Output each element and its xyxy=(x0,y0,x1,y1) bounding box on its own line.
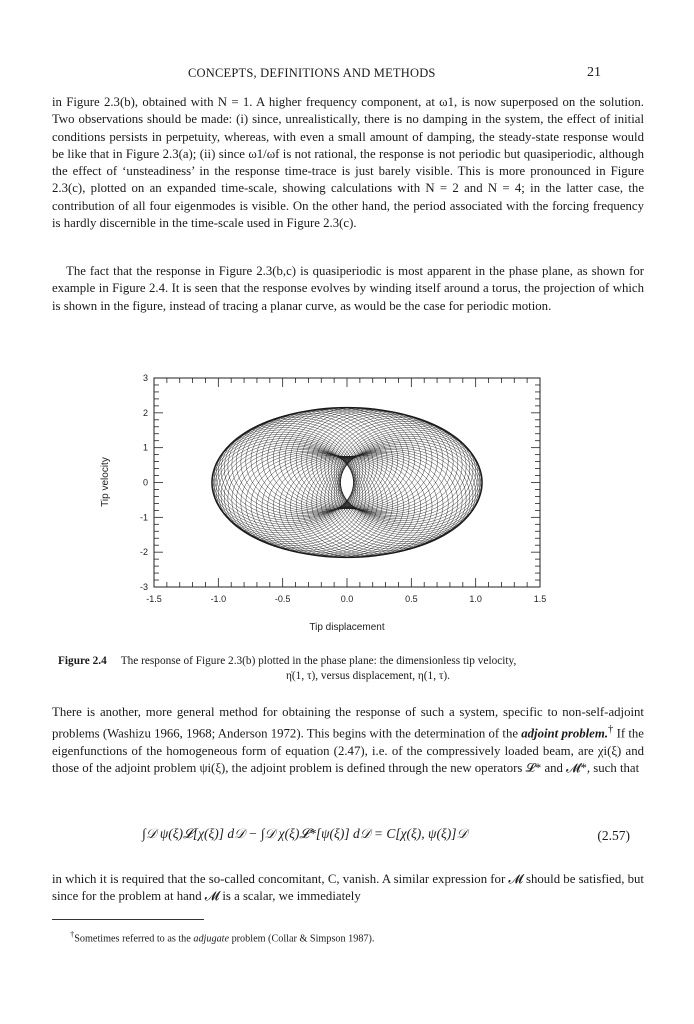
y-tick-label: 2 xyxy=(142,407,148,418)
y-tick-label: 1 xyxy=(142,442,148,453)
x-tick-label: 0.5 xyxy=(405,594,418,604)
paragraph-4: in which it is required that the so-called concomitant, C, vanish. A similar expression for 𝓜 should be satisfied, but since for the problem at hand 𝓜 is a scalar, we immediately xyxy=(52,872,644,904)
paragraph-3-text-a: There is another, more general method for obtaining the response of such a system, specific to non-self-adjoint problems (Washizu 1966, 1968; Anderson 1972). This begins with the determination of the xyxy=(52,705,644,741)
x-tick-label: 1.5 xyxy=(533,594,547,604)
equation-2-57 xyxy=(52,820,644,862)
caption-line-2: η̇(1, τ), versus displacement, η(1, τ). xyxy=(286,670,450,682)
page-number: 21 xyxy=(587,65,601,80)
footnote-rule xyxy=(52,919,204,920)
x-axis-label: Tip displacement xyxy=(309,622,385,633)
figure-label: Figure 2.4 xyxy=(58,655,107,667)
footnote-text-a: Sometimes referred to as the xyxy=(74,933,194,945)
paragraph-3 xyxy=(52,704,644,777)
footnote-marker[interactable]: † xyxy=(608,724,614,736)
page-header xyxy=(0,66,694,84)
x-tick-labels xyxy=(146,594,546,604)
footnote xyxy=(70,929,374,944)
x-tick-label: -0.5 xyxy=(274,594,291,604)
x-tick-label: 1.0 xyxy=(469,594,482,604)
footnote-italic: adjugate xyxy=(193,933,230,945)
caption-line-1: The response of Figure 2.3(b) plotted in the phase plane: the dimensionless tip velocity, xyxy=(120,655,517,667)
x-tick-label: -1.0 xyxy=(210,594,227,604)
paragraph-3-text-b: If the eigenfunctions of the homogeneous form of equation (2.47), i.e. of the compressively loaded beam, are χi(ξ) and those of the adjoint problem ψi(ξ), the adjoint problem is defined through the new operators 𝓛* and 𝓜*, such that xyxy=(52,726,644,776)
equation-body: ∫𝒟 ψ(ξ)𝓛[χ(ξ)] d𝒟 − ∫𝒟 χ(ξ)𝓛*[ψ(ξ)] d𝒟 = C[χ(ξ), ψ(ξ)]𝒟 xyxy=(142,826,468,841)
y-tick-label: -2 xyxy=(139,547,148,558)
y-tick-label: -3 xyxy=(139,582,148,592)
paragraph-2: The fact that the response in Figure 2.3(b,c) is quasiperiodic is most apparent in the phase plane, as shown for example in Figure 2.4. It is seen that the response evolves by winding itself around a torus, the projection of which is shown in the figure, instead of tracing a planar curve, as would be the case for periodic motion. xyxy=(52,264,644,313)
y-tick-label: 0 xyxy=(142,477,148,488)
y-axis-label: Tip velocity xyxy=(100,457,111,507)
x-tick-label: -1.5 xyxy=(146,594,162,604)
y-tick-label: 3 xyxy=(142,373,148,383)
equation-number: (2.57) xyxy=(597,828,630,843)
footnote-text-b: problem (Collar & Simpson 1987). xyxy=(229,933,375,945)
y-tick-labels xyxy=(140,373,148,592)
x-tick-label: 0.0 xyxy=(340,594,354,604)
adjoint-problem-term: adjoint problem. xyxy=(521,726,609,741)
paragraph-1: in Figure 2.3(b), obtained with N = 1. A higher frequency component, at ω1, is now superposed on the solution. Two observations should be made: (i) since, unrealistically, there is no damping in the system, the effect of initial conditions persists in perpetuity, whereas, with even a small amount of damping, the steady-state response would be like that in Figure 2.3(a); (ii) since ω1/ωf is not rational, the response is not periodic but quasiperiodic, although the effect of ‘unsteadiness’ in the response time-trace is just barely visible. This is more pronounced in Figure 2.3(c), plotted on an expanded time-scale, showing calculations with N = 2 and N = 4; in the latter case, the contribution of all four eigenmodes is visible. On the other hand, the period associated with the forcing frequency is hardly discernible in the time-scale used in Figure 2.3(c). xyxy=(52,95,644,231)
running-title: CONCEPTS, DEFINITIONS AND METHODS xyxy=(188,66,436,80)
y-tick-label: -1 xyxy=(139,512,148,523)
figure-caption xyxy=(58,654,638,684)
phase-plane-chart xyxy=(90,372,610,638)
trajectory-group xyxy=(212,408,482,558)
footnote-dagger: † xyxy=(70,929,75,939)
